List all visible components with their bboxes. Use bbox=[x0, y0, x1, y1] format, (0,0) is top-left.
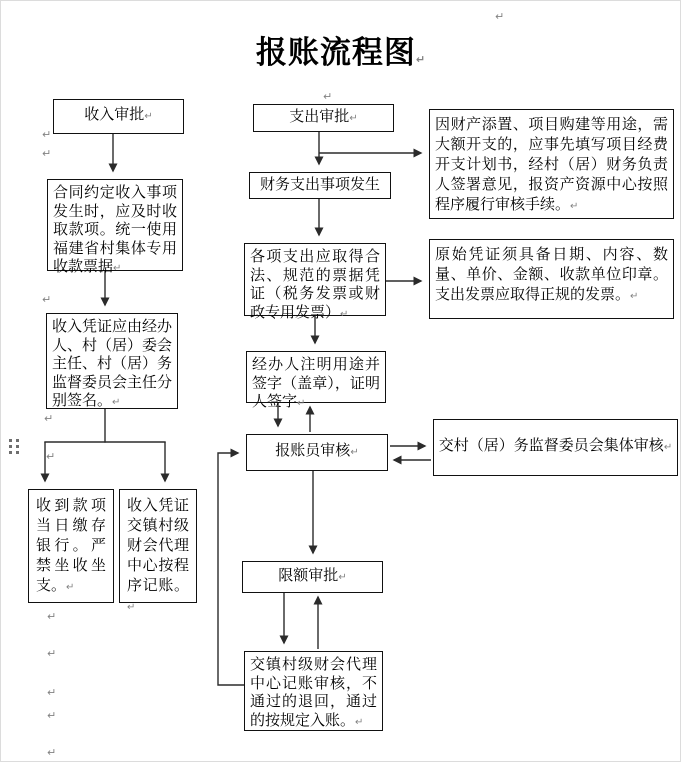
paragraph-mark-icon: ↵ bbox=[338, 571, 347, 583]
node-contract-income bbox=[47, 179, 183, 275]
node-voucher-bookkeeping-label: 收入凭证交镇村级财会代理中心按程序记账。 bbox=[127, 498, 189, 594]
paragraph-mark-icon: ↵ bbox=[66, 582, 75, 593]
paragraph-mark-icon: ↵ bbox=[44, 412, 54, 425]
node-legal-receipts-label: 各项支出应取得合法、规范的票据凭证（税务发票或财政专用发票） bbox=[250, 249, 380, 321]
node-handler-signature-label: 经办人注明用途并签字（盖章），证明人签字 bbox=[252, 357, 380, 410]
paragraph-mark-icon: ↵ bbox=[42, 293, 52, 306]
node-deposit-bank-label: 收到款项当日缴存银行。严禁坐收坐支。 bbox=[36, 498, 106, 594]
node-expense-approval bbox=[253, 104, 394, 132]
paragraph-mark-icon: ↵ bbox=[42, 147, 52, 160]
node-expense-occurrence bbox=[249, 172, 391, 199]
paragraph-mark-icon: ↵ bbox=[570, 201, 579, 212]
node-agency-review bbox=[244, 651, 383, 731]
node-limit-approval bbox=[242, 561, 383, 593]
paragraph-mark-icon: ↵ bbox=[47, 746, 57, 759]
page-title bbox=[1, 27, 680, 72]
node-income-voucher-sign bbox=[46, 313, 178, 409]
node-legal-receipts bbox=[244, 243, 386, 321]
node-income-approval bbox=[53, 99, 184, 134]
paragraph-mark-icon: ↵ bbox=[112, 397, 121, 408]
node-income-approval-label: 收入审批 bbox=[84, 107, 145, 124]
paragraph-mark-icon: ↵ bbox=[42, 128, 52, 141]
paragraph-mark-icon: ↵ bbox=[663, 442, 673, 454]
node-income-voucher-sign-label: 收入凭证应由经办人、村（居）委会主任、村（居）务监督委员会主任分别签名。 bbox=[52, 319, 173, 409]
node-voucher-requirements-note bbox=[429, 239, 674, 319]
paragraph-mark-icon: ↵ bbox=[415, 53, 426, 66]
paragraph-mark-icon: ↵ bbox=[47, 686, 57, 699]
node-voucher-bookkeeping bbox=[119, 489, 197, 613]
node-expense-approval-label: 支出审批 bbox=[289, 108, 350, 125]
node-large-expense-note bbox=[429, 109, 674, 219]
node-deposit-bank bbox=[28, 489, 114, 603]
node-supervision-committee-review-label: 交村（居）务监督委员会集体审核 bbox=[438, 438, 664, 455]
paragraph-mark-icon: ↵ bbox=[46, 450, 56, 463]
node-bookkeeper-review bbox=[246, 434, 388, 471]
node-supervision-committee-review bbox=[433, 419, 678, 476]
node-agency-review-label: 交镇村级财会代理中心记账审核，不通过的退回，通过的按规定入账。 bbox=[250, 657, 377, 729]
paragraph-mark-icon: ↵ bbox=[47, 709, 57, 722]
node-handler-signature bbox=[246, 351, 386, 410]
paragraph-mark-icon: ↵ bbox=[144, 111, 153, 123]
paragraph-mark-icon: ↵ bbox=[127, 602, 136, 613]
node-large-expense-note-label: 因财产添置、项目购建等用途，需大额开支的，应事先填写项目经费开支计划书，经村（居）财务负责人签署意见，报资产资源中心按照程序履行审核手续。 bbox=[435, 117, 668, 213]
paragraph-mark-icon: ↵ bbox=[113, 263, 122, 274]
selection-dots-icon bbox=[9, 439, 19, 454]
paragraph-mark-icon: ↵ bbox=[355, 716, 364, 728]
node-voucher-requirements-note-label: 原始凭证须具备日期、内容、数量、单价、金额、收款单位印章。支出发票应取得正规的发票。 bbox=[435, 247, 668, 303]
node-bookkeeper-review-label: 报账员审核 bbox=[275, 443, 351, 460]
paragraph-mark-icon: ↵ bbox=[630, 291, 639, 302]
paragraph-mark-icon: ↵ bbox=[340, 308, 349, 320]
node-contract-income-label: 合同约定收入事项发生时，应及时收取款项。统一使用福建省村集体专用收款票据 bbox=[53, 185, 177, 275]
paragraph-mark-icon: ↵ bbox=[47, 647, 57, 660]
paragraph-mark-icon: ↵ bbox=[349, 112, 358, 124]
paragraph-mark-icon: ↵ bbox=[297, 398, 306, 409]
node-expense-occurrence-label: 财务支出事项发生 bbox=[259, 177, 380, 194]
node-limit-approval-label: 限额审批 bbox=[278, 567, 339, 584]
page-title-text: 报账流程图 bbox=[255, 35, 416, 70]
paragraph-mark-icon: ↵ bbox=[495, 10, 505, 23]
paragraph-mark-icon: ↵ bbox=[47, 610, 57, 623]
paragraph-mark-icon: ↵ bbox=[350, 447, 359, 459]
paragraph-mark-icon: ↵ bbox=[323, 90, 333, 103]
